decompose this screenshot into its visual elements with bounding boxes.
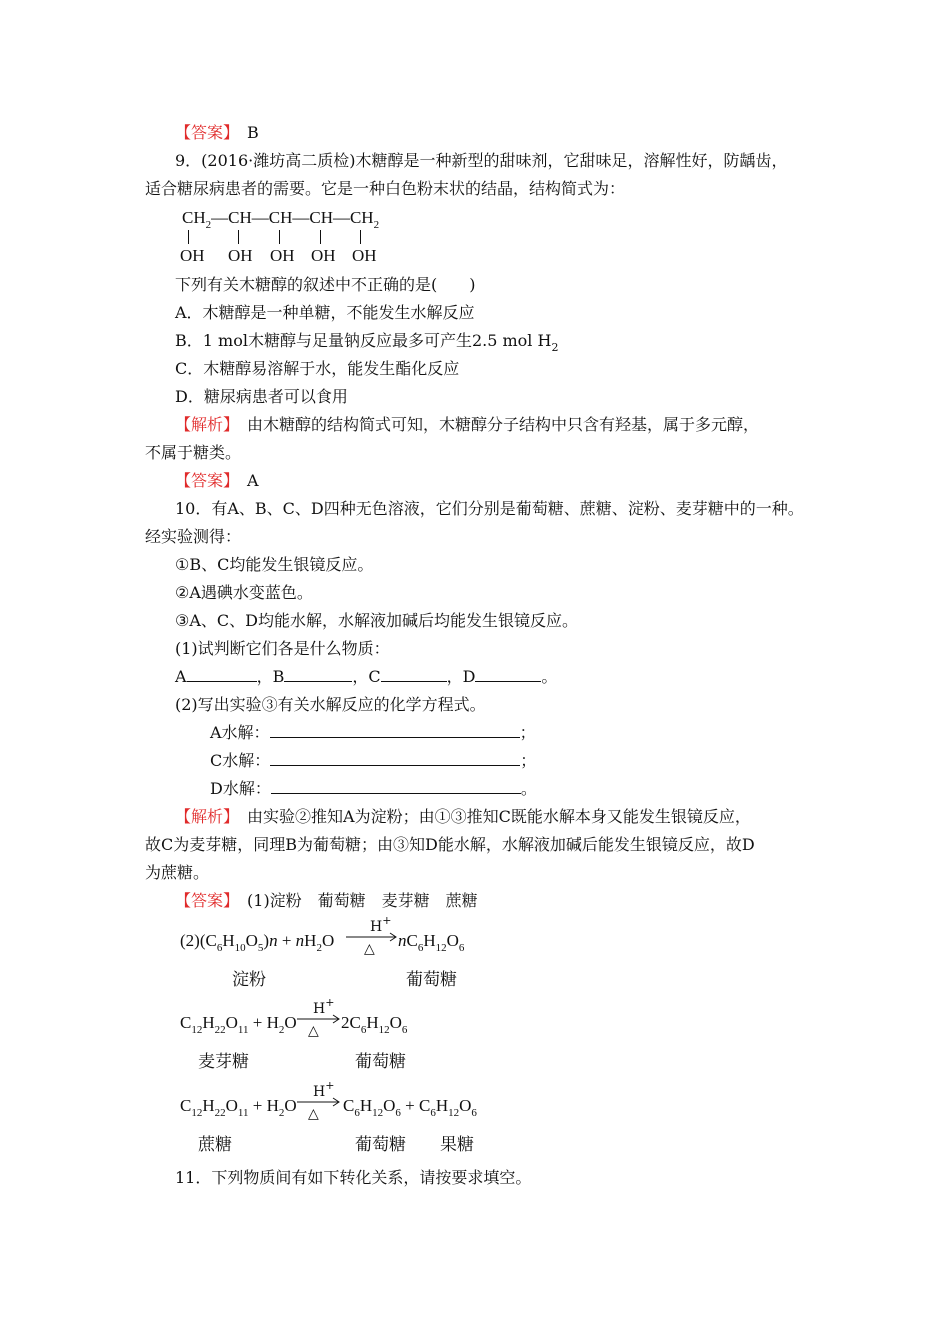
species-label: 淀粉	[232, 970, 266, 990]
question-9-line-1: 9．(2016·潍坊高二质检)木糖醇是一种新型的甜味剂，它甜味足，溶解性好，防龋齿，	[175, 151, 788, 170]
heat-label: △	[364, 941, 375, 957]
option-b: B．1 mol木糖醇与足量钠反应最多可产生2.5 mol $H_2$	[175, 331, 559, 354]
answer-tag: 【答案】	[175, 123, 232, 142]
analysis-line-3: 为蔗糖。	[145, 863, 210, 882]
blank-c[interactable]	[381, 667, 447, 682]
analysis-line-1: 【解析】 由实验②推知A为淀粉；由①③推知C既能水解本身又能发生银镜反应，	[175, 807, 751, 826]
reaction-arrow	[297, 1013, 341, 1025]
oh-group: OH	[228, 246, 253, 265]
question-10-line-2: 经实验测得：	[145, 527, 242, 546]
question-10-line-1: 10．有A、B、C、D四种无色溶液，它们分别是葡萄糖、蔗糖、淀粉、麦芽糖中的一种。	[175, 499, 804, 518]
answer-text: B	[247, 123, 259, 142]
answer-line: 【答案】 (1)淀粉 葡萄糖 麦芽糖 蔗糖	[175, 891, 478, 910]
hydrolysis-a: A水解： ；	[210, 723, 536, 742]
bond-line	[320, 230, 321, 244]
option-c: C．木糖醇易溶解于水，能发生酯化反应	[175, 359, 460, 378]
question-11-line-1: 11．下列物质间有如下转化关系，请按要求填空。	[175, 1168, 532, 1187]
bond-line	[360, 230, 361, 244]
oh-group: OH	[352, 246, 377, 265]
equation-right: $C_6H_{12}O_6 + C_6H_{12}O_6$	[343, 1096, 477, 1119]
heat-label: △	[308, 1106, 319, 1122]
catalyst-label: H+	[313, 996, 335, 1017]
analysis-line-2: 故C为麦芽糖，同理B为葡萄糖；由③知D能水解，水解液加碱后能发生银镜反应，故D	[145, 835, 755, 854]
bond-line	[279, 230, 280, 244]
bond-line	[238, 230, 239, 244]
species-label: 蔗糖	[198, 1135, 232, 1155]
equation-left: $C_{12}H_{22}O_{11} + H_2O$	[180, 1013, 297, 1036]
option-d: D．糖尿病患者可以食用	[175, 387, 348, 406]
blank-d[interactable]	[475, 667, 541, 682]
analysis-tag: 【解析】	[175, 807, 232, 826]
question-9-line-2: 适合糖尿病患者的需要。它是一种白色粉末状的结晶，结构简式为：	[145, 179, 626, 198]
catalyst-label: H+	[313, 1079, 335, 1100]
fact-1: ①B、C均能发生银镜反应。	[175, 555, 374, 574]
sub-question-1: (1)试判断它们各是什么物质：	[175, 639, 390, 658]
oh-group: OH	[180, 246, 205, 265]
option-a: A．木糖醇是一种单糖，不能发生水解反应	[175, 303, 475, 322]
blank-b[interactable]	[284, 667, 352, 682]
blank-a[interactable]	[187, 667, 257, 682]
reaction-arrow	[297, 1096, 341, 1108]
blank-hydrolysis-d[interactable]	[271, 779, 521, 794]
hydrolysis-d: D水解： 。	[210, 779, 537, 798]
analysis-line-1: 【解析】 由木糖醇的结构简式可知，木糖醇分子结构中只含有羟基，属于多元醇，	[175, 415, 760, 434]
sub-question-2: (2)写出实验③有关水解反应的化学方程式。	[175, 695, 486, 714]
structure-backbone: $CH_2—CH—CH—CH—CH_2$	[182, 208, 380, 231]
answer-tag: 【答案】	[175, 471, 232, 490]
analysis-line-2: 不属于糖类。	[145, 443, 242, 462]
oh-group: OH	[311, 246, 336, 265]
hydrolysis-c: C水解： ；	[210, 751, 537, 770]
fact-2: ②A遇碘水变蓝色。	[175, 583, 313, 602]
catalyst-label: H+	[370, 914, 392, 935]
blank-hydrolysis-a[interactable]	[270, 723, 520, 738]
analysis-tag: 【解析】	[175, 415, 232, 434]
answer-tag: 【答案】	[175, 891, 232, 910]
oh-group: OH	[270, 246, 295, 265]
blank-hydrolysis-c[interactable]	[270, 751, 520, 766]
fill-blank-line: A ，B ，C ，D 。	[175, 667, 558, 686]
bond-line	[188, 230, 189, 244]
question-9-stem: 下列有关木糖醇的叙述中不正确的是( )	[175, 275, 476, 294]
species-label: 葡萄糖	[406, 970, 457, 990]
equation-left: $C_{12}H_{22}O_{11} + H_2O$	[180, 1096, 297, 1119]
heat-label: △	[308, 1023, 319, 1039]
species-label: 葡萄糖	[355, 1052, 406, 1072]
equation-right: $2C_6H_{12}O_6$	[341, 1013, 408, 1036]
answer-line: 【答案】 A	[175, 471, 259, 490]
fact-3: ③A、C、D均能水解，水解液加碱后均能发生银镜反应。	[175, 611, 578, 630]
equation-right: $nC_6H_{12}O_6$	[398, 931, 465, 954]
species-label: 麦芽糖	[198, 1052, 249, 1072]
species-label: 果糖	[440, 1135, 474, 1155]
equation-left: $(2)(C_6H_{10}O_5)n + nH_2O$	[180, 931, 335, 954]
species-label: 葡萄糖	[355, 1135, 406, 1155]
answer-line	[175, 123, 259, 143]
